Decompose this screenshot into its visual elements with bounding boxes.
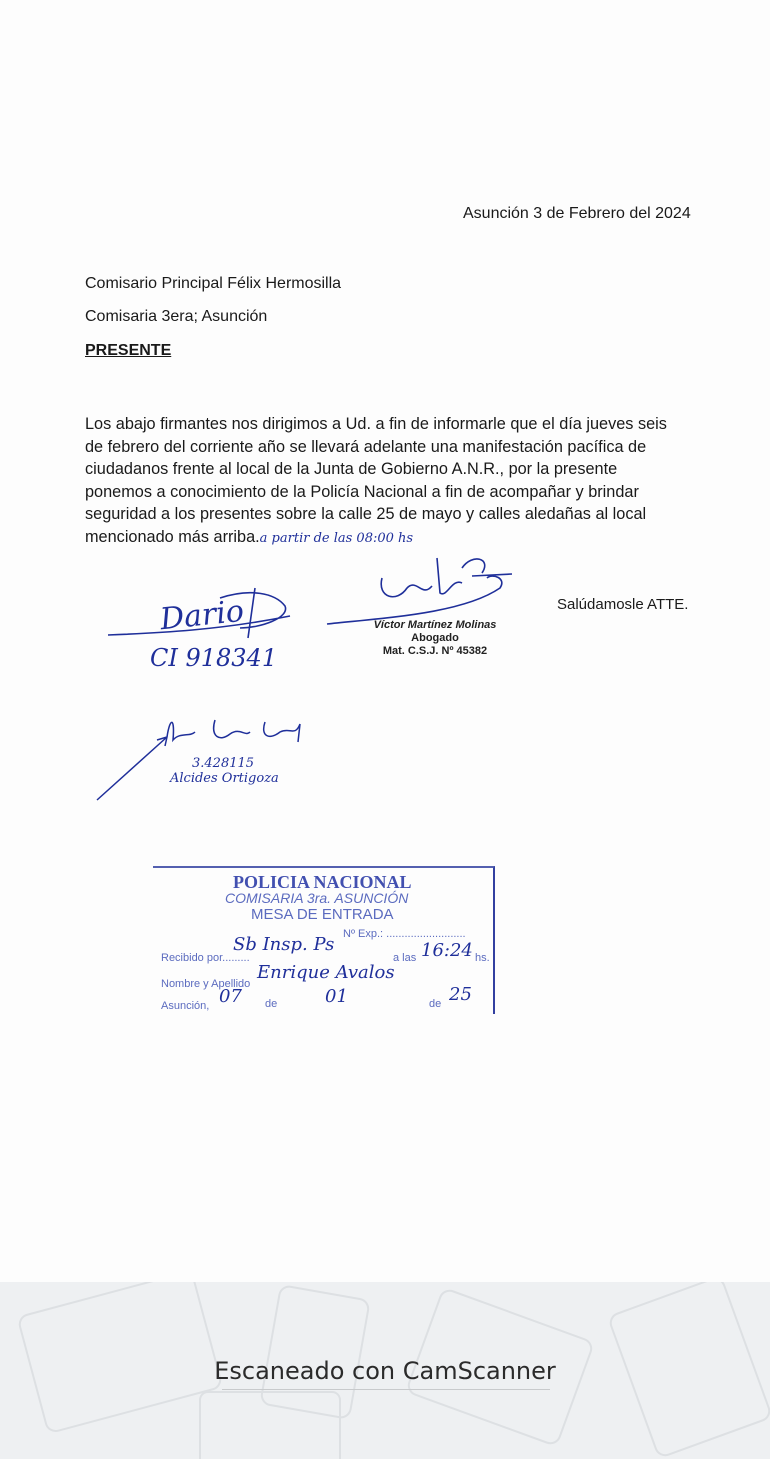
body-line: ponemos a conocimiento de la Policía Nacional a fin de acompañar y brindar bbox=[85, 482, 639, 501]
stamp-hs-label: hs. bbox=[475, 952, 490, 964]
recipient-office: Comisaria 3era; Asunción bbox=[85, 308, 268, 325]
recipient-name: Comisario Principal Félix Hermosilla bbox=[85, 275, 342, 292]
signer-3-ci: 3.428115 bbox=[192, 756, 255, 771]
body-line: mencionado más arriba. bbox=[85, 527, 260, 546]
lawyer-signature-icon bbox=[322, 548, 522, 628]
stamp-title: POLICIA NACIONAL bbox=[233, 872, 412, 892]
lawyer-stamp bbox=[360, 619, 510, 658]
signer-1-name: Dario bbox=[158, 593, 246, 638]
stamp-date-label: Asunción, bbox=[161, 1000, 210, 1012]
lawyer-registration: Mat. C.S.J. Nº 45382 bbox=[382, 645, 488, 657]
stamp-time-value: 16:24 bbox=[421, 940, 473, 961]
letter-date: Asunción 3 de Febrero del 2024 bbox=[463, 205, 691, 222]
signer-1-ci: CI 918341 bbox=[150, 644, 278, 672]
signer-3-details bbox=[170, 756, 279, 786]
stamp-day: 07 bbox=[219, 986, 242, 1007]
lawyer-title: Abogado bbox=[411, 632, 459, 644]
stamp-received-label: Recibido por......... bbox=[161, 952, 250, 964]
stamp-received-value: Sb Insp. Ps bbox=[233, 934, 335, 955]
police-reception-stamp bbox=[153, 866, 495, 1014]
stamp-office: MESA DE ENTRADA bbox=[251, 906, 394, 923]
watermark-underline bbox=[222, 1389, 550, 1390]
stamp-name-value: Enrique Avalos bbox=[257, 962, 395, 983]
body-line: seguridad a los presentes sobre la calle 25 de mayo y calles aledañas al local bbox=[85, 505, 647, 523]
stamp-month: 01 bbox=[325, 986, 348, 1007]
lawyer-name: Víctor Martínez Molinas bbox=[373, 619, 497, 631]
stamp-time-label: a las bbox=[393, 952, 417, 964]
stamp-year: 25 bbox=[449, 984, 472, 1005]
camscanner-watermark: Escaneado con CamScanner bbox=[214, 1357, 556, 1385]
stamp-de: de bbox=[429, 998, 442, 1010]
handwritten-addition: a partir de las 08:00 hs bbox=[259, 530, 414, 546]
presente-heading: PRESENTE bbox=[85, 342, 172, 359]
stamp-de: de bbox=[265, 998, 278, 1010]
signer-3-name: Alcides Ortigoza bbox=[170, 771, 279, 786]
body-line: ciudadanos frente al local de la Junta de Gobierno A.N.R., por la presente bbox=[85, 460, 618, 478]
closing: Salúdamosle ATTE. bbox=[557, 596, 689, 613]
body-line: de febrero del corriente año se llevará adelante una manifestación pacífica de bbox=[85, 437, 647, 456]
stamp-name-label: Nombre y Apellido bbox=[161, 978, 251, 990]
stamp-subtitle: COMISARIA 3ra. ASUNCIÓN bbox=[225, 890, 409, 906]
letter-body bbox=[85, 413, 715, 550]
body-line: Los abajo firmantes nos dirigimos a Ud. a fin de informarle que el día jueves seis bbox=[85, 415, 667, 433]
stamp-exp: Nº Exp.: .......................... bbox=[343, 928, 466, 940]
